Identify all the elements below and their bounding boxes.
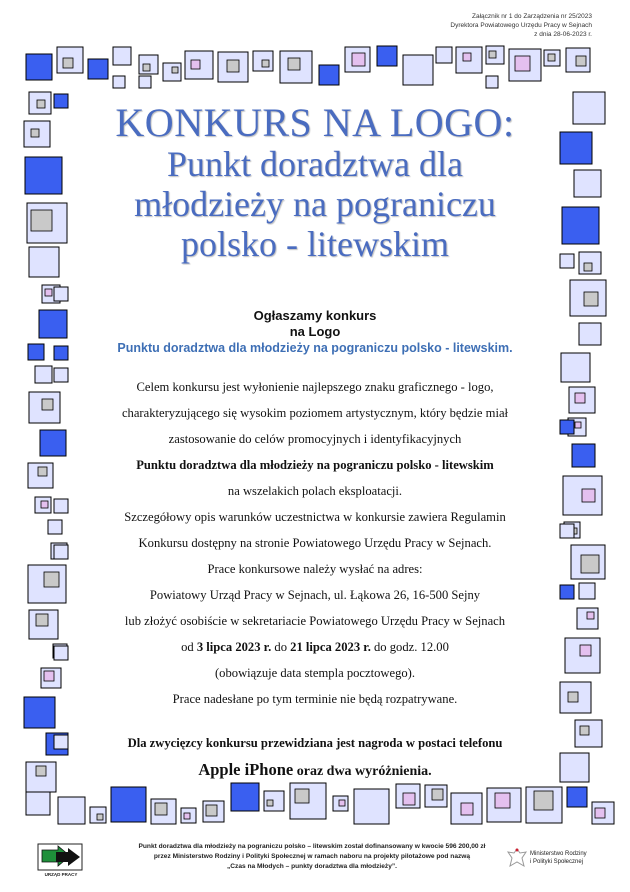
frame-square	[139, 76, 151, 88]
deadline-to: do	[271, 640, 291, 654]
frame-square	[577, 608, 598, 629]
frame-square	[560, 254, 574, 268]
body-line-6: Szczegółowy opis warunków uczestnictwa w konkursie zawiera Regulamin	[124, 510, 506, 524]
frame-square	[29, 92, 51, 114]
frame-square	[565, 638, 600, 673]
frame-square	[203, 801, 224, 822]
body-line-9: Powiatowy Urząd Pracy w Sejnach, ul. Łąkowa 26, 16-500 Sejny	[149, 588, 481, 602]
frame-square	[569, 387, 595, 413]
frame-square	[139, 55, 158, 74]
frame-square	[113, 47, 131, 65]
poster-title	[85, 102, 545, 264]
funding-line-3: „Czas na Młodych – punkty doradztwa dla młodzieży”.	[226, 863, 397, 870]
frame-square	[24, 121, 50, 147]
body-line-7: Konkursu dostępny na stronie Powiatowego Urzędu Pracy w Sejnach.	[138, 536, 492, 550]
frame-square	[280, 51, 312, 83]
ministry-eagle-icon	[506, 846, 528, 872]
frame-square	[436, 47, 452, 63]
frame-square	[290, 783, 326, 819]
frame-square	[113, 76, 125, 88]
frame-square	[425, 785, 447, 807]
frame-square	[563, 476, 602, 515]
frame-square	[54, 287, 68, 301]
frame-square	[579, 583, 595, 599]
frame-square	[88, 59, 108, 79]
prize-extra: oraz dwa wyróżnienia.	[293, 764, 432, 779]
funding-line-2: przez Ministerstwo Rodziny i Polityki Społecznej w ramach naboru na projekty pilotażowe pod nazwą	[153, 853, 471, 860]
body-text	[62, 374, 568, 712]
frame-square	[560, 132, 592, 164]
attachment-line-1: Załącznik nr 1 do Zarządzenia nr 25/2023	[472, 13, 592, 20]
body-line-4: Punktu doradztwa dla młodzieży na pograniczu polsko - litewskim	[136, 458, 494, 472]
body-line-3: zastosowanie do celów promocyjnych i identyfikacyjnych	[168, 432, 462, 446]
frame-square	[26, 762, 56, 792]
frame-square	[571, 545, 605, 579]
frame-square	[572, 444, 595, 467]
frame-square	[151, 799, 176, 824]
frame-square	[544, 50, 560, 66]
frame-square	[24, 697, 55, 728]
frame-square	[319, 65, 339, 85]
attachment-line-3: z dnia 28-06-2023 r.	[534, 31, 592, 38]
frame-square	[566, 48, 590, 72]
frame-square	[456, 47, 482, 73]
frame-square	[509, 49, 541, 81]
deadline-line	[62, 634, 568, 660]
deadline-start-date: 3 lipca 2023 r.	[196, 640, 272, 654]
frame-square	[54, 94, 68, 108]
announcement	[60, 308, 570, 356]
frame-square	[486, 46, 504, 64]
frame-square	[26, 791, 50, 815]
announce-line-1: Ogłaszamy konkurs	[253, 308, 377, 323]
title-line-4: polsko - litewskim	[181, 224, 449, 264]
frame-square	[111, 787, 146, 822]
frame-square	[345, 47, 370, 72]
announce-line-3: Punktu doradztwa dla młodzieży na pograniczu polsko - litewskim.	[117, 341, 513, 355]
attachment-line-2: Dyrektora Powiatowego Urzędu Pracy w Sejnach	[450, 22, 592, 29]
footer	[0, 832, 630, 892]
frame-square	[58, 797, 85, 824]
frame-square	[28, 344, 44, 360]
body-line-10: lub złożyć osobiście w sekretariacie Powiatowego Urzędu Pracy w Sejnach	[124, 614, 506, 628]
frame-square	[181, 808, 196, 823]
title-line-1: KONKURS NA LOGO:	[115, 100, 515, 145]
frame-square	[487, 788, 521, 822]
body-line-2: charakteryzującego się wysokim poziomem artystycznym, który będzie miał	[121, 406, 509, 420]
frame-square	[218, 52, 248, 82]
title-line-2: Punkt doradztwa dla	[167, 144, 463, 184]
frame-square	[354, 789, 389, 824]
prize-phone: Apple iPhone	[198, 760, 294, 779]
frame-square	[35, 497, 51, 513]
frame-square	[570, 280, 606, 316]
deadline-from: od	[181, 640, 197, 654]
frame-square	[28, 463, 53, 488]
frame-square	[264, 791, 284, 811]
frame-square	[185, 51, 213, 79]
frame-square	[451, 793, 482, 824]
frame-square	[592, 802, 614, 824]
frame-square	[526, 787, 562, 823]
frame-square	[486, 76, 498, 88]
title-line-3: młodzieży na pograniczu	[134, 184, 496, 224]
body-line-12: (obowiązuje data stempla pocztowego).	[214, 666, 416, 680]
body-line-13: Prace nadesłane po tym terminie nie będą rozpatrywane.	[172, 692, 458, 706]
frame-square	[25, 157, 62, 194]
deadline-end-date: 21 lipca 2023 r.	[290, 640, 371, 654]
frame-square	[573, 92, 605, 124]
prize-line-2	[60, 760, 570, 780]
funding-note	[112, 842, 512, 872]
deadline-time: do godz. 12.00	[370, 640, 449, 654]
frame-square	[27, 203, 67, 243]
frame-square	[403, 55, 433, 85]
left-logo-caption: URZĄD PRACY	[44, 872, 78, 877]
frame-square	[29, 247, 59, 277]
frame-square	[41, 668, 61, 688]
frame-square	[567, 787, 587, 807]
ministry-line-1: Ministerstwo Rodziny	[530, 851, 587, 857]
frame-square	[396, 784, 420, 808]
body-line-1: Celem konkursu jest wyłonienie najlepszego znaku graficznego - logo,	[136, 380, 494, 394]
funding-line-1: Punkt doradztwa dla młodzieży na pograniczu polsko – litewskim został dofinansowany w kwocie 596 200,00 zł	[138, 843, 486, 850]
announce-line-2: na Logo	[289, 324, 341, 339]
frame-square	[579, 252, 601, 274]
body-line-8: Prace konkursowe należy wysłać na adres:	[207, 562, 423, 576]
frame-square	[57, 47, 83, 73]
frame-square	[29, 392, 60, 423]
frame-square	[28, 565, 66, 603]
frame-square	[575, 720, 602, 747]
frame-square	[253, 51, 273, 71]
frame-square	[90, 807, 106, 823]
frame-square	[163, 63, 181, 81]
frame-square	[29, 610, 58, 639]
frame-square	[35, 366, 52, 383]
frame-square	[579, 323, 601, 345]
frame-square	[333, 796, 348, 811]
frame-square	[562, 207, 599, 244]
prize-line-1: Dla zwycięzcy konkursu przewidziana jest nagroda w postaci telefonu	[127, 736, 503, 750]
frame-square	[231, 783, 259, 811]
frame-square	[26, 54, 52, 80]
frame-square	[48, 520, 62, 534]
body-line-5: na wszelakich polach eksploatacji.	[227, 484, 403, 498]
ministry-name	[530, 850, 610, 866]
ministry-line-2: i Polityki Społecznej	[530, 859, 584, 865]
frame-square	[377, 46, 397, 66]
frame-square	[574, 170, 601, 197]
